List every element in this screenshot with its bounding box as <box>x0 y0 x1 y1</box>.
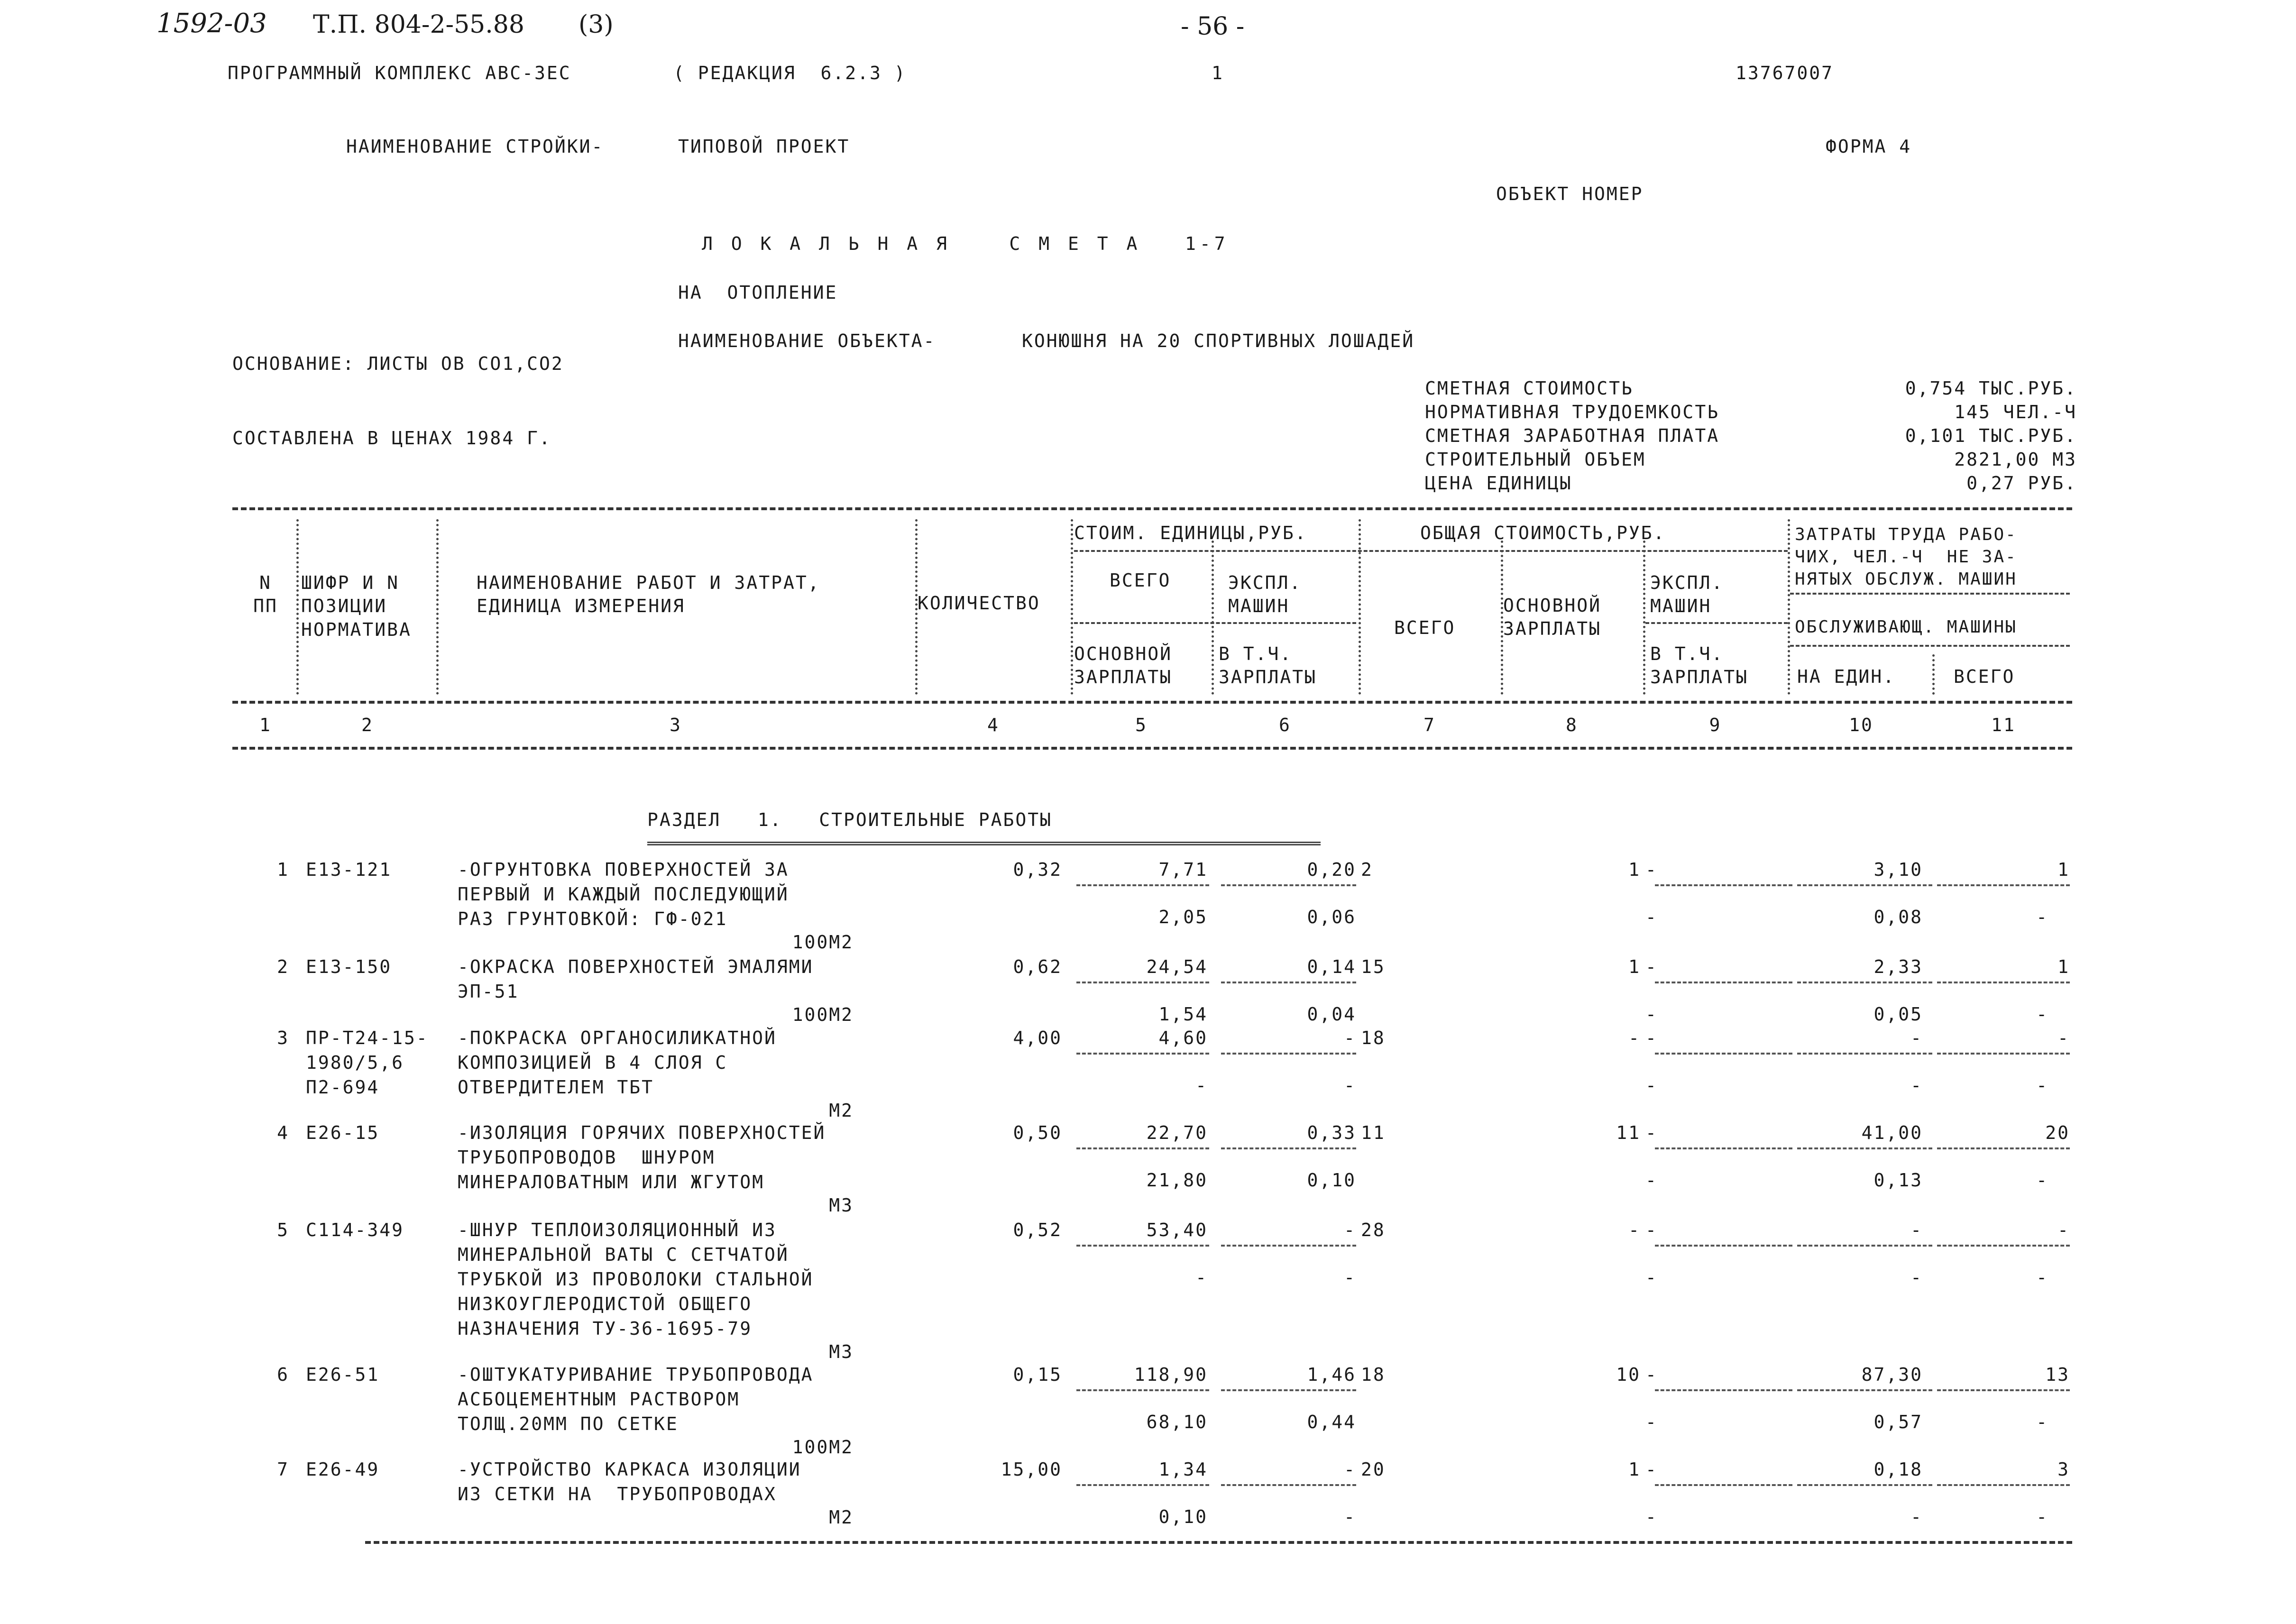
cell-separator <box>1655 884 1792 886</box>
cell-separator <box>1937 1053 2070 1055</box>
row-number: 6 <box>277 1364 289 1385</box>
cell-separator <box>1655 1053 1792 1055</box>
row-name: ТРУБКОЙ ИЗ ПРОВОЛОКИ СТАЛЬНОЙ <box>458 1269 814 1290</box>
cell-separator <box>1221 1484 1356 1486</box>
row-labor-total: 1 <box>2057 859 2070 880</box>
row-total-mach: - <box>1645 1220 1658 1240</box>
row-unit-total: 53,40 <box>1146 1220 1208 1240</box>
cell-separator <box>1655 1245 1792 1247</box>
row-total: 2 <box>1361 859 1373 880</box>
col-unit-wage-header: ОСНОВНОЙ ЗАРПЛАТЫ <box>1074 643 1173 688</box>
col-number: 2 <box>361 715 374 735</box>
row-unit-wage: 68,10 <box>1146 1412 1208 1432</box>
edition: ( РЕДАКЦИЯ 6.2.3 ) <box>673 63 907 83</box>
summary-label: ЦЕНА ЕДИНИЦЫ <box>1425 473 1572 494</box>
row-unit: М3 <box>829 1195 854 1216</box>
summary-label: СТРОИТЕЛЬНЫЙ ОБЪЕМ <box>1425 449 1646 470</box>
row-total-wage: - <box>1628 1028 1641 1048</box>
row-total-mach: - <box>1645 1028 1658 1048</box>
construction-value: ТИПОВОЙ ПРОЕКТ <box>678 136 850 157</box>
row-quantity: 0,50 <box>1013 1122 1062 1143</box>
row-labor-total: 20 <box>2045 1122 2070 1143</box>
col-unit-mach-header: ЭКСПЛ. МАШИН <box>1228 572 1302 617</box>
program-name: ПРОГРАММНЫЙ КОМПЛЕКС АВС-ЗЕС <box>228 63 571 83</box>
col-labor-unit-header: НА ЕДИН. <box>1797 666 1896 687</box>
row-unit: 100М2 <box>792 932 854 953</box>
object-number: ОБЪЕКТ НОМЕР <box>1496 184 1644 204</box>
divider <box>1359 519 1361 695</box>
row-total: 18 <box>1361 1364 1386 1385</box>
row-unit: М2 <box>829 1100 854 1121</box>
row-unit: М2 <box>829 1507 854 1528</box>
row-unit-wage: - <box>1195 1075 1208 1096</box>
row-unit-mach: - <box>1344 1459 1356 1480</box>
row-total: 15 <box>1361 956 1386 977</box>
unit-cost-group-header: СТОИМ. ЕДИНИЦЫ,РУБ. <box>1074 523 1307 543</box>
col-number: 7 <box>1424 715 1436 735</box>
row-unit-total: 22,70 <box>1146 1122 1208 1143</box>
row-labor-total: - <box>2057 1220 2070 1240</box>
cell-separator <box>1076 1053 1209 1055</box>
row-name: -ШНУР ТЕПЛОИЗОЛЯЦИОННЫЙ ИЗ <box>458 1220 777 1240</box>
row-name: ЭП-51 <box>458 981 519 1002</box>
row-total: 18 <box>1361 1028 1386 1048</box>
divider <box>296 519 299 695</box>
col-number: 9 <box>1709 715 1722 735</box>
row-total-wage: - <box>1628 1220 1641 1240</box>
section-underline <box>647 842 1321 845</box>
row-unit-total: 24,54 <box>1146 956 1208 977</box>
row-quantity: 0,62 <box>1013 956 1062 977</box>
row-unit-total: 7,71 <box>1158 859 1208 880</box>
row-unit: М3 <box>829 1341 854 1362</box>
divider <box>1212 541 1214 695</box>
doc-part: (3) <box>579 10 614 39</box>
cell-separator <box>1655 982 1792 983</box>
cell-separator <box>1937 1147 2070 1149</box>
divider <box>1071 519 1073 695</box>
col-unit-mach-wage-header: В Т.Ч. ЗАРПЛАТЫ <box>1219 643 1317 688</box>
row-labor-total: 3 <box>2057 1459 2070 1480</box>
cell-separator <box>1937 1389 2070 1391</box>
cell-separator <box>1797 1147 1932 1149</box>
object-value: КОНЮШНЯ НА 20 СПОРТИВНЫХ ЛОШАДЕЙ <box>1022 330 1415 351</box>
cell-separator <box>1221 982 1356 983</box>
row-quantity: 4,00 <box>1013 1028 1062 1048</box>
cell-separator <box>1076 1484 1209 1486</box>
section-title: РАЗДЕЛ 1. СТРОИТЕЛЬНЫЕ РАБОТЫ <box>647 809 1052 830</box>
row-unit-mach-wage: - <box>1344 1267 1356 1288</box>
cell-separator <box>1937 982 2070 983</box>
cell-separator <box>1076 884 1209 886</box>
row-labor-total-mach: - <box>2036 1267 2048 1288</box>
col-total-wage-header: ОСНОВНОЙ ЗАРПЛАТЫ <box>1503 595 1602 640</box>
cell-separator <box>1797 1245 1932 1247</box>
cell-separator <box>1937 1484 2070 1486</box>
divider <box>1932 654 1935 695</box>
cell-separator <box>1076 982 1209 983</box>
cell-separator <box>1797 1484 1932 1486</box>
divider <box>1074 622 1356 624</box>
total-cost-group-header: ОБЩАЯ СТОИМОСТЬ,РУБ. <box>1420 523 1666 543</box>
cell-separator <box>1655 1147 1792 1149</box>
row-name: -ОГРУНТОВКА ПОВЕРХНОСТЕЙ ЗА <box>458 859 789 880</box>
summary-value: 2821,00 М3 <box>1954 449 2077 470</box>
cell-separator <box>1221 1053 1356 1055</box>
row-total-mach-wage: - <box>1645 1412 1658 1432</box>
row-total-wage: 1 <box>1628 956 1641 977</box>
row-code: Е26-49 <box>306 1459 380 1480</box>
row-number: 5 <box>277 1220 289 1240</box>
row-total: 28 <box>1361 1220 1386 1240</box>
row-quantity: 15,00 <box>1001 1459 1062 1480</box>
cell-separator <box>1797 884 1932 886</box>
col-total-header: ВСЕГО <box>1394 617 1456 638</box>
labor-group-header-2: ОБСЛУЖИВАЮЩ. МАШИНЫ <box>1795 617 2017 637</box>
row-labor-total-mach: - <box>2036 1170 2048 1191</box>
row-labor-total-mach: - <box>2036 907 2048 927</box>
row-name: ОТВЕРДИТЕЛЕМ ТБТ <box>458 1077 654 1098</box>
cell-separator <box>1221 884 1356 886</box>
row-labor-unit-mach: 0,57 <box>1874 1412 1923 1432</box>
row-labor-unit: 2,33 <box>1874 956 1923 977</box>
row-labor-total: 13 <box>2045 1364 2070 1385</box>
row-labor-unit-mach: - <box>1910 1267 1923 1288</box>
divider <box>232 507 2072 510</box>
cell-separator <box>1937 1245 2070 1247</box>
summary-label: НОРМАТИВНАЯ ТРУДОЕМКОСТЬ <box>1425 402 1720 422</box>
row-name: -ПОКРАСКА ОРГАНОСИЛИКАТНОЙ <box>458 1028 777 1048</box>
row-unit-total: 1,34 <box>1158 1459 1208 1480</box>
row-total-wage: 1 <box>1628 1459 1641 1480</box>
row-name: КОМПОЗИЦИЕЙ В 4 СЛОЯ С <box>458 1052 728 1073</box>
estimate-title: Л О К А Л Ь Н А Я С М Е Т А 1-7 <box>702 233 1229 254</box>
row-unit-mach-wage: 0,10 <box>1307 1170 1356 1191</box>
summary-value: 0,101 ТЫС.РУБ. <box>1905 425 2077 446</box>
cell-separator <box>1076 1389 1209 1391</box>
row-code: Е13-121 <box>306 859 392 880</box>
col-number: 11 <box>1991 715 2016 735</box>
col-unit-total-header: ВСЕГО <box>1110 570 1171 591</box>
row-unit-total: 118,90 <box>1134 1364 1208 1385</box>
row-number: 7 <box>277 1459 289 1480</box>
row-total: 11 <box>1361 1122 1386 1143</box>
doc-ref: Т.П. 804-2-55.88 <box>313 10 524 39</box>
row-labor-unit-mach: 0,05 <box>1874 1004 1923 1025</box>
row-name: МИНЕРАЛОВАТНЫМ ИЛИ ЖГУТОМ <box>458 1172 764 1193</box>
row-name: -УСТРОЙСТВО КАРКАСА ИЗОЛЯЦИИ <box>458 1459 801 1480</box>
row-number: 3 <box>277 1028 289 1048</box>
row-unit-mach: - <box>1344 1028 1356 1048</box>
row-code: С114-349 <box>306 1220 404 1240</box>
summary-label: СМЕТНАЯ ЗАРАБОТНАЯ ПЛАТА <box>1425 425 1720 446</box>
row-labor-unit-mach: - <box>1910 1075 1923 1096</box>
col-total-mach-wage-header: В Т.Ч. ЗАРПЛАТЫ <box>1650 643 1749 688</box>
row-unit-mach-wage: 0,04 <box>1307 1004 1356 1025</box>
row-unit-mach: 0,14 <box>1307 956 1356 977</box>
row-number: 4 <box>277 1122 289 1143</box>
construction-label: НАИМЕНОВАНИЕ СТРОЙКИ- <box>346 136 604 157</box>
row-unit-wage: 2,05 <box>1158 907 1208 927</box>
cell-separator <box>1797 982 1932 983</box>
cell-separator <box>1076 1245 1209 1247</box>
row-unit-mach: 1,46 <box>1307 1364 1356 1385</box>
row-total-wage: 10 <box>1616 1364 1641 1385</box>
row-total-mach-wage: - <box>1645 1170 1658 1191</box>
row-unit-wage: - <box>1195 1267 1208 1288</box>
cell-separator <box>1797 1053 1932 1055</box>
row-code: П2-694 <box>306 1077 380 1098</box>
col-number: 5 <box>1135 715 1148 735</box>
row-total-mach-wage: - <box>1645 1004 1658 1025</box>
col-number: 1 <box>259 715 272 735</box>
divider <box>436 519 439 695</box>
row-labor-total: - <box>2057 1028 2070 1048</box>
row-labor-unit: - <box>1910 1220 1923 1240</box>
col-number: 8 <box>1566 715 1578 735</box>
row-total-mach: - <box>1645 956 1658 977</box>
col-name-header: НАИМЕНОВАНИЕ РАБОТ И ЗАТРАТ, ЕДИНИЦА ИЗМЕРЕНИЯ <box>477 572 820 617</box>
col-qty-header: КОЛИЧЕСТВО <box>918 593 1040 614</box>
divider <box>1645 622 1788 624</box>
row-total-mach-wage: - <box>1645 1506 1658 1527</box>
row-labor-total: 1 <box>2057 956 2070 977</box>
row-name: НАЗНАЧЕНИЯ ТУ-36-1695-79 <box>458 1318 753 1339</box>
basis: ОСНОВАНИЕ: ЛИСТЫ ОВ СО1,СО2 <box>232 353 564 374</box>
row-total-mach: - <box>1645 1122 1658 1143</box>
reg-number: 13767007 <box>1736 63 1834 83</box>
row-labor-unit: 0,18 <box>1874 1459 1923 1480</box>
row-code: Е26-51 <box>306 1364 380 1385</box>
divider <box>232 747 2072 750</box>
row-quantity: 0,15 <box>1013 1364 1062 1385</box>
row-unit-wage: 0,10 <box>1158 1506 1208 1527</box>
row-unit-mach-wage: 0,44 <box>1307 1412 1356 1432</box>
divider <box>1790 593 2070 595</box>
sheet-number: 1 <box>1212 63 1224 83</box>
row-unit-mach-wage: - <box>1344 1506 1356 1527</box>
summary-value: 0,754 ТЫС.РУБ. <box>1905 378 2077 399</box>
divider <box>1074 550 1788 552</box>
row-total-mach: - <box>1645 1459 1658 1480</box>
row-name: ИЗ СЕТКИ НА ТРУБОПРОВОДАХ <box>458 1484 777 1505</box>
cell-separator <box>1076 1147 1209 1149</box>
row-name: АСБОЦЕМЕНТНЫМ РАСТВОРОМ <box>458 1389 740 1410</box>
row-name: РАЗ ГРУНТОВКОЙ: ГФ-021 <box>458 908 728 929</box>
divider <box>1788 519 1790 695</box>
object-label: НАИМЕНОВАНИЕ ОБЪЕКТА- <box>678 330 936 351</box>
col-code-header: ШИФР И N ПОЗИЦИИ НОРМАТИВА <box>301 572 412 640</box>
row-quantity: 0,52 <box>1013 1220 1062 1240</box>
cell-separator <box>1221 1147 1356 1149</box>
row-code: Е13-150 <box>306 956 392 977</box>
row-labor-unit-mach: 0,13 <box>1874 1170 1923 1191</box>
prices: СОСТАВЛЕНА В ЦЕНАХ 1984 Г. <box>232 428 551 449</box>
row-labor-total-mach: - <box>2036 1506 2048 1527</box>
row-unit: 100М2 <box>792 1004 854 1025</box>
row-name: -ОКРАСКА ПОВЕРХНОСТЕЙ ЭМАЛЯМИ <box>458 956 814 977</box>
summary-value: 0,27 РУБ. <box>1966 473 2077 494</box>
row-unit: 100М2 <box>792 1437 854 1458</box>
row-labor-total-mach: - <box>2036 1412 2048 1432</box>
row-name: ТРУБОПРОВОДОВ ШНУРОМ <box>458 1147 716 1168</box>
col-number: 3 <box>670 715 682 735</box>
row-code: Е26-15 <box>306 1122 380 1143</box>
row-code: 1980/5,6 <box>306 1052 404 1073</box>
cell-separator <box>1655 1484 1792 1486</box>
col-number: 10 <box>1849 715 1874 735</box>
summary-label: СМЕТНАЯ СТОИМОСТЬ <box>1425 378 1634 399</box>
col-total-mach-header: ЭКСПЛ. МАШИН <box>1650 572 1724 617</box>
row-total-mach: - <box>1645 1364 1658 1385</box>
row-unit-mach: 0,20 <box>1307 859 1356 880</box>
cell-separator <box>1655 1389 1792 1391</box>
divider <box>1790 645 2070 647</box>
row-unit-mach-wage: - <box>1344 1075 1356 1096</box>
summary-value: 145 ЧЕЛ.-Ч <box>1954 402 2077 422</box>
cell-separator <box>1797 1389 1932 1391</box>
row-name: -ОШТУКАТУРИВАНИЕ ТРУБОПРОВОДА <box>458 1364 814 1385</box>
col-labor-total-header: ВСЕГО <box>1954 666 2015 687</box>
row-total-mach-wage: - <box>1645 907 1658 927</box>
labor-group-header: ЗАТРАТЫ ТРУДА РАБО- ЧИХ, ЧЕЛ.-Ч НЕ ЗА- НЯТЫХ ОБСЛУЖ. МАШИН <box>1795 525 2017 589</box>
row-name: НИЗКОУГЛЕРОДИСТОЙ ОБЩЕГО <box>458 1294 753 1314</box>
row-name: МИНЕРАЛЬНОЙ ВАТЫ С СЕТЧАТОЙ <box>458 1244 789 1265</box>
row-labor-unit: 87,30 <box>1861 1364 1923 1385</box>
row-total-mach-wage: - <box>1645 1267 1658 1288</box>
row-labor-total-mach: - <box>2036 1004 2048 1025</box>
row-unit-mach: - <box>1344 1220 1356 1240</box>
col-number-header: N ПП <box>253 572 278 617</box>
col-number: 6 <box>1279 715 1291 735</box>
row-unit-mach: 0,33 <box>1307 1122 1356 1143</box>
row-number: 2 <box>277 956 289 977</box>
col-number: 4 <box>987 715 1000 735</box>
row-quantity: 0,32 <box>1013 859 1062 880</box>
estimate-for: НА ОТОПЛЕНИЕ <box>678 282 838 303</box>
row-name: ТОЛЩ.20ММ ПО СЕТКЕ <box>458 1413 679 1434</box>
row-labor-unit: - <box>1910 1028 1923 1048</box>
divider <box>365 1541 2072 1544</box>
row-unit-wage: 21,80 <box>1146 1170 1208 1191</box>
row-unit-wage: 1,54 <box>1158 1004 1208 1025</box>
form-label: ФОРМА 4 <box>1826 136 1912 157</box>
cell-separator <box>1937 884 2070 886</box>
doc-code: 1592-03 <box>156 8 267 39</box>
row-labor-total-mach: - <box>2036 1075 2048 1096</box>
divider <box>1643 541 1645 695</box>
row-unit-mach-wage: 0,06 <box>1307 907 1356 927</box>
row-name: ПЕРВЫЙ И КАЖДЫЙ ПОСЛЕДУЮЩИЙ <box>458 884 789 905</box>
row-total-wage: 1 <box>1628 859 1641 880</box>
row-code: ПР-Т24-15- <box>306 1028 429 1048</box>
row-unit-total: 4,60 <box>1158 1028 1208 1048</box>
row-labor-unit: 41,00 <box>1861 1122 1923 1143</box>
row-labor-unit-mach: 0,08 <box>1874 907 1923 927</box>
row-total-mach-wage: - <box>1645 1075 1658 1096</box>
divider <box>232 701 2072 704</box>
page-number: - 56 - <box>1181 12 1245 41</box>
row-labor-unit: 3,10 <box>1874 859 1923 880</box>
row-total: 20 <box>1361 1459 1386 1480</box>
row-name: -ИЗОЛЯЦИЯ ГОРЯЧИХ ПОВЕРХНОСТЕЙ <box>458 1122 826 1143</box>
row-labor-unit-mach: - <box>1910 1506 1923 1527</box>
row-total-mach: - <box>1645 859 1658 880</box>
cell-separator <box>1221 1245 1356 1247</box>
row-total-wage: 11 <box>1616 1122 1641 1143</box>
row-number: 1 <box>277 859 289 880</box>
cell-separator <box>1221 1389 1356 1391</box>
